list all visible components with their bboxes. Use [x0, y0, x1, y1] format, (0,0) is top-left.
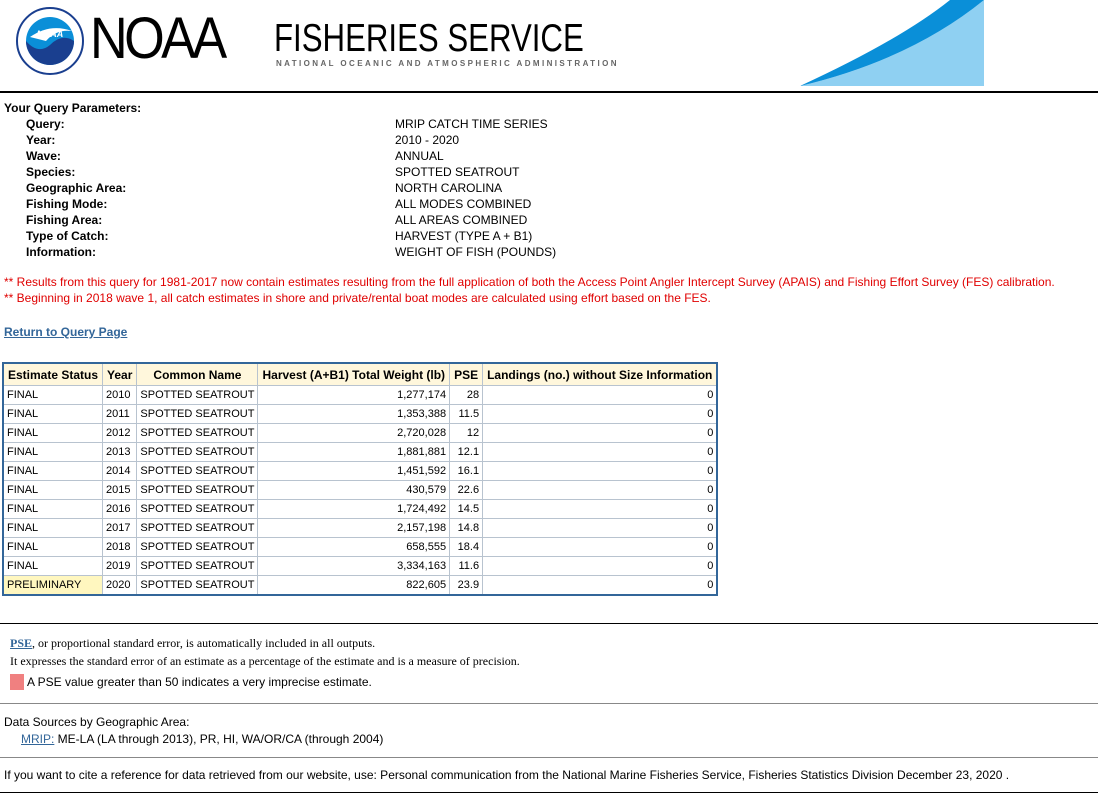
- param-value-query: MRIP CATCH TIME SERIES: [395, 117, 548, 131]
- fes-effort-note: ** Beginning in 2018 wave 1, all catch estimates in shore and private/rental boat modes are calculated using effort based on the FES.: [4, 291, 711, 305]
- table-row: [3, 424, 717, 443]
- page-header: [0, 0, 1098, 92]
- cell-year: 2013: [103, 443, 137, 462]
- cell-pse: 16.1: [450, 462, 483, 481]
- cell-landings-no-size: 0: [483, 500, 718, 519]
- pse-description-line: [10, 636, 375, 651]
- cell-pse: 11.5: [450, 405, 483, 424]
- cell-pse: 22.6: [450, 481, 483, 500]
- cell-common-name: SPOTTED SEATROUT: [137, 519, 258, 538]
- cell-year: 2015: [103, 481, 137, 500]
- cell-year: 2010: [103, 386, 137, 405]
- cell-common-name: SPOTTED SEATROUT: [137, 557, 258, 576]
- cell-status: FINAL: [3, 424, 103, 443]
- citation-text: If you want to cite a reference for data retrieved from our website, use: Personal communication from the National Marine Fisheries Service, Fisheries Statistics Division December 23, 2020 .: [4, 768, 1010, 782]
- header-divider: [0, 91, 1098, 93]
- cell-harvest-weight: 1,881,881: [258, 443, 450, 462]
- cell-status: FINAL: [3, 519, 103, 538]
- cell-pse: 12.1: [450, 443, 483, 462]
- header-harvest-weight: Harvest (A+B1) Total Weight (lb): [258, 363, 450, 386]
- table-row: [3, 538, 717, 557]
- table-row: [3, 519, 717, 538]
- pse-warning-text: A PSE value greater than 50 indicates a very imprecise estimate.: [27, 675, 372, 689]
- cell-landings-no-size: 0: [483, 538, 718, 557]
- header-estimate-status: Estimate Status: [3, 363, 103, 386]
- param-value-species: SPOTTED SEATROUT: [395, 165, 520, 179]
- table-row: [3, 443, 717, 462]
- header-swoosh-graphic: [800, 0, 984, 86]
- cell-status: FINAL: [3, 481, 103, 500]
- param-label-fishing-mode: Fishing Mode:: [26, 197, 108, 211]
- results-table: [2, 362, 718, 596]
- cell-harvest-weight: 658,555: [258, 538, 450, 557]
- pse-link[interactable]: PSE: [10, 636, 33, 650]
- cell-landings-no-size: 0: [483, 519, 718, 538]
- param-label-query: Query:: [26, 117, 65, 131]
- fisheries-service-title: FISHERIES SERVICE: [274, 17, 584, 60]
- cell-status: FINAL: [3, 500, 103, 519]
- cell-year: 2016: [103, 500, 137, 519]
- header-landings-no-size: Landings (no.) without Size Information: [483, 363, 718, 386]
- param-value-information: WEIGHT OF FISH (POUNDS): [395, 245, 557, 259]
- cell-year: 2020: [103, 576, 137, 596]
- param-label-year: Year:: [26, 133, 56, 147]
- cell-common-name: SPOTTED SEATROUT: [137, 386, 258, 405]
- cell-pse: 18.4: [450, 538, 483, 557]
- cell-year: 2018: [103, 538, 137, 557]
- section-divider: [0, 703, 1098, 704]
- cell-year: 2019: [103, 557, 137, 576]
- data-sources-line: [21, 732, 383, 746]
- header-common-name: Common Name: [137, 363, 258, 386]
- table-row: [3, 576, 717, 596]
- cell-common-name: SPOTTED SEATROUT: [137, 538, 258, 557]
- data-sources-title: Data Sources by Geographic Area:: [4, 715, 190, 729]
- param-value-fishing-area: ALL AREAS COMBINED: [395, 213, 528, 227]
- cell-status: FINAL: [3, 443, 103, 462]
- cell-landings-no-size: 0: [483, 557, 718, 576]
- return-to-query-link[interactable]: Return to Query Page: [4, 325, 128, 339]
- footer-divider: [0, 792, 1098, 793]
- param-label-type-of-catch: Type of Catch:: [26, 229, 109, 243]
- header-pse: PSE: [450, 363, 483, 386]
- cell-status: FINAL: [3, 462, 103, 481]
- cell-landings-no-size: 0: [483, 405, 718, 424]
- cell-common-name: SPOTTED SEATROUT: [137, 405, 258, 424]
- pse-warning-swatch: [10, 674, 24, 690]
- param-label-information: Information:: [26, 245, 96, 259]
- noaa-seal-logo: [16, 7, 84, 75]
- param-value-type-of-catch: HARVEST (TYPE A + B1): [395, 229, 533, 243]
- param-label-fishing-area: Fishing Area:: [26, 213, 103, 227]
- cell-landings-no-size: 0: [483, 481, 718, 500]
- cell-status: FINAL: [3, 557, 103, 576]
- cell-landings-no-size: 0: [483, 443, 718, 462]
- cell-harvest-weight: 1,277,174: [258, 386, 450, 405]
- section-divider: [0, 623, 1098, 624]
- table-row: [3, 481, 717, 500]
- param-value-geographic-area: NORTH CAROLINA: [395, 181, 503, 195]
- param-value-year: 2010 - 2020: [395, 133, 460, 147]
- table-row: [3, 405, 717, 424]
- cell-status: FINAL: [3, 386, 103, 405]
- cell-landings-no-size: 0: [483, 576, 718, 596]
- cell-landings-no-size: 0: [483, 462, 718, 481]
- table-row: [3, 500, 717, 519]
- table-header-row: [3, 363, 717, 386]
- table-row: [3, 557, 717, 576]
- cell-harvest-weight: 3,334,163: [258, 557, 450, 576]
- cell-harvest-weight: 1,724,492: [258, 500, 450, 519]
- param-label-species: Species:: [26, 165, 76, 179]
- noaa-subtitle: NATIONAL OCEANIC AND ATMOSPHERIC ADMINISTRATION: [276, 59, 619, 68]
- cell-common-name: SPOTTED SEATROUT: [137, 500, 258, 519]
- cell-year: 2014: [103, 462, 137, 481]
- cell-pse: 12: [450, 424, 483, 443]
- cell-pse: 14.8: [450, 519, 483, 538]
- cell-harvest-weight: 2,157,198: [258, 519, 450, 538]
- cell-pse: 11.6: [450, 557, 483, 576]
- pse-precision-line: It expresses the standard error of an estimate as a percentage of the estimate and is a measure of precision.: [10, 654, 520, 668]
- cell-status: FINAL: [3, 405, 103, 424]
- param-value-wave: ANNUAL: [395, 149, 444, 163]
- cell-harvest-weight: 822,605: [258, 576, 450, 596]
- pse-description-text: , or proportional standard error, is automatically included in all outputs.: [32, 636, 376, 650]
- results-table-body: [3, 386, 717, 596]
- cell-landings-no-size: 0: [483, 424, 718, 443]
- cell-year: 2017: [103, 519, 137, 538]
- cell-harvest-weight: 1,451,592: [258, 462, 450, 481]
- cell-landings-no-size: 0: [483, 386, 718, 405]
- cell-common-name: SPOTTED SEATROUT: [137, 443, 258, 462]
- param-label-wave: Wave:: [26, 149, 61, 163]
- table-row: [3, 462, 717, 481]
- query-params-title: Your Query Parameters:: [4, 101, 142, 115]
- header-year: Year: [103, 363, 137, 386]
- cell-common-name: SPOTTED SEATROUT: [137, 481, 258, 500]
- param-label-geographic-area: Geographic Area:: [26, 181, 127, 195]
- cell-common-name: SPOTTED SEATROUT: [137, 576, 258, 596]
- cell-year: 2012: [103, 424, 137, 443]
- cell-harvest-weight: 1,353,388: [258, 405, 450, 424]
- section-divider: [0, 757, 1098, 758]
- cell-common-name: SPOTTED SEATROUT: [137, 462, 258, 481]
- data-sources-text: ME-LA (LA through 2013), PR, HI, WA/OR/CA (through 2004): [54, 732, 384, 746]
- calibration-note: ** Results from this query for 1981-2017 now contain estimates resulting from the full application of both the Access Point Angler Intercept Survey (APAIS) and Fishing Effort Survey (FES) calibration.: [4, 275, 1055, 289]
- cell-common-name: SPOTTED SEATROUT: [137, 424, 258, 443]
- cell-status: PRELIMINARY: [3, 576, 103, 596]
- param-value-fishing-mode: ALL MODES COMBINED: [395, 197, 532, 211]
- cell-harvest-weight: 430,579: [258, 481, 450, 500]
- cell-status: FINAL: [3, 538, 103, 557]
- cell-year: 2011: [103, 405, 137, 424]
- cell-pse: 28: [450, 386, 483, 405]
- seal-text: NOAA: [36, 29, 64, 39]
- mrip-link[interactable]: MRIP:: [21, 732, 55, 746]
- cell-pse: 23.9: [450, 576, 483, 596]
- cell-pse: 14.5: [450, 500, 483, 519]
- noaa-wordmark: NOAA: [90, 6, 224, 71]
- cell-harvest-weight: 2,720,028: [258, 424, 450, 443]
- table-row: [3, 386, 717, 405]
